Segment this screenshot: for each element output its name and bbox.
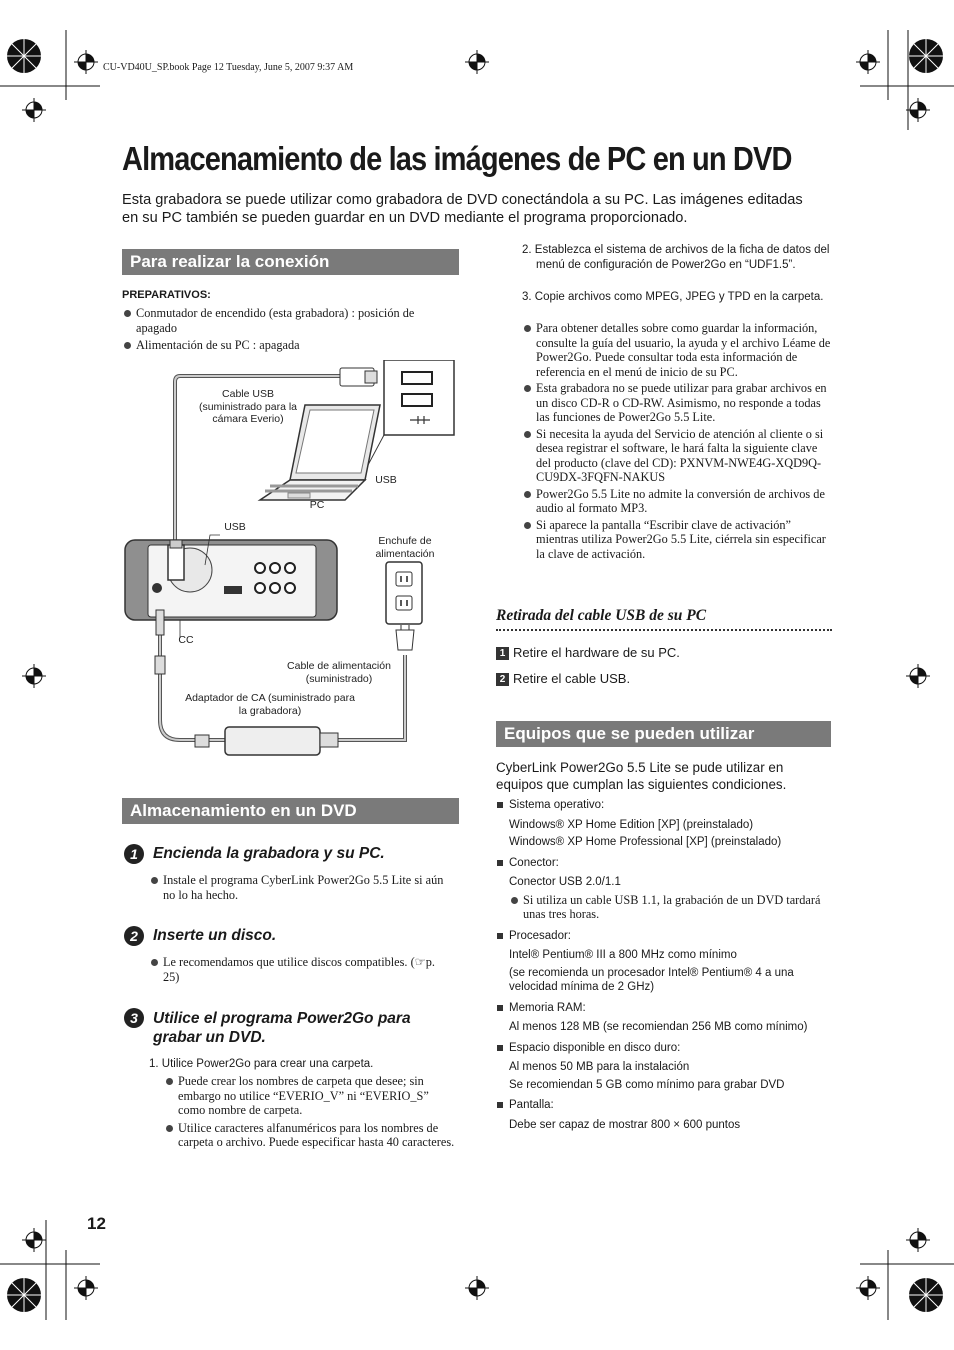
step-3-notes xyxy=(164,1074,456,1150)
label-usb-cable: Cable USB (suministrado para la cámara Everio) xyxy=(198,388,298,425)
removal-step-text: Retire el hardware de su PC. xyxy=(513,645,680,660)
step-1-notes xyxy=(149,873,454,902)
req-label-cpu: Procesador: xyxy=(496,929,832,944)
step-note: Instale el programa CyberLink Power2Go 5.5 Lite si aún no lo ha hecho. xyxy=(149,873,454,902)
removal-step-number: 2 xyxy=(496,673,509,686)
removal-step-number: 1 xyxy=(496,647,509,660)
section-heading-connection: Para realizar la conexión xyxy=(122,249,459,275)
step-number-1: 1 xyxy=(124,844,144,864)
req-value: Windows® XP Home Edition [XP] (preinstalado) xyxy=(509,818,754,831)
right-bullet: Esta grabadora no se puede utilizar para grabar archivos en un disco CD-R o CD-RW. Asimismo, no responde a todas las funciones de Power2Go 5.5 Lite. xyxy=(522,381,834,425)
label-usb-device: USB xyxy=(224,521,246,533)
removal-step-2 xyxy=(496,671,630,686)
section-heading-dvd: Almacenamiento en un DVD xyxy=(122,798,459,824)
label-usb-pc: USB xyxy=(375,474,397,486)
req-label-connector: Conector: xyxy=(496,856,832,871)
requirements-list xyxy=(496,798,832,1132)
label-outlet: Enchufe de alimentación xyxy=(375,535,435,560)
step-number-2: 2 xyxy=(124,926,144,946)
prep-list xyxy=(122,306,457,353)
prep-label: PREPARATIVOS: xyxy=(122,289,211,301)
page-number: 12 xyxy=(87,1214,106,1233)
step-title-1: Encienda la grabadora y su PC. xyxy=(153,845,385,862)
prep-item: Alimentación de su PC : apagada xyxy=(122,338,457,353)
req-value: Se recomiendan 5 GB como mínimo para grabar DVD xyxy=(509,1078,785,1091)
req-note: Si utiliza un cable USB 1.1, la grabación de un DVD tardará unas tres horas. xyxy=(509,893,832,922)
req-value: Windows® XP Home Professional [XP] (preinstalado) xyxy=(509,836,782,848)
section-heading-equipment: Equipos que se pueden utilizar xyxy=(496,721,831,747)
label-power-cable: Cable de alimentación (suministrado) xyxy=(287,660,391,685)
right-bullet: Si aparece la pantalla “Escribir clave de activación” mientras utiliza Power2Go 5.5 Lite, ciérrela sin especificar la clave de activación. xyxy=(522,518,834,562)
removal-step-text: Retire el cable USB. xyxy=(513,671,631,686)
right-bullet: Power2Go 5.5 Lite no admite la conversión de archivos de audio al formato MP3. xyxy=(522,487,834,516)
step-3-sub: 1. Utilice Power2Go para crear una carpeta. xyxy=(149,1058,374,1070)
book-header: CU-VD40U_SP.book Page 12 Tuesday, June 5, 2007 9:37 AM xyxy=(103,62,354,73)
req-value: Intel® Pentium® III a 800 MHz como mínimo xyxy=(509,949,737,961)
req-value: Al menos 128 MB (se recomiendan 256 MB como mínimo) xyxy=(509,1021,808,1033)
step-title-3: Utilice el programa Power2Go para grabar un DVD. xyxy=(153,1010,411,1046)
equipment-intro: CyberLink Power2Go 5.5 Lite se pude utilizar en equipos que cumplan las siguientes condiciones. xyxy=(496,760,787,792)
label-pc: PC xyxy=(309,499,325,511)
step-2-notes xyxy=(149,955,454,984)
step-note: Puede crear los nombres de carpeta que desee; sin embargo no utilice “EVERIO_V” ni “EVERIO_S” como nombre de carpeta. xyxy=(164,1074,456,1118)
step-number-3: 3 xyxy=(124,1008,144,1028)
req-label-screen: Pantalla: xyxy=(496,1098,832,1113)
req-label-disk: Espacio disponible en disco duro: xyxy=(496,1041,832,1056)
req-label-ram: Memoria RAM: xyxy=(496,1001,832,1016)
step-note: Utilice caracteres alfanuméricos para los nombres de carpeta o archivo. Puede especificar hasta 40 caracteres. xyxy=(164,1121,456,1150)
removal-step-1 xyxy=(496,645,680,660)
numbered-step-3: 3. Copie archivos como MPEG, JPEG y TPD en la carpeta. xyxy=(522,291,824,303)
right-bullet-list xyxy=(522,321,834,561)
req-value: Debe ser capaz de mostrar 800 × 600 puntos xyxy=(509,1118,741,1131)
removal-heading: Retirada del cable USB de su PC xyxy=(496,607,832,631)
numbered-step-2: 2. Establezca el sistema de archivos de la ficha de datos del menú de configuración de Power2Go en “UDF1.5”. xyxy=(522,244,830,271)
label-adapter: Adaptador de CA (suministrado para la grabadora) xyxy=(185,692,355,717)
req-label-os: Sistema operativo: xyxy=(496,798,832,813)
page-title: Almacenamiento de las imágenes de PC en un DVD xyxy=(122,140,792,177)
intro-paragraph: Esta grabadora se puede utilizar como grabadora de DVD conectándola a su PC. Las imágenes editadas en su PC también se pueden guardar en un DVD mediante el programa proporcionado. xyxy=(122,192,803,226)
right-bullet: Si necesita la ayuda del Servicio de atención al cliente o si desea registrar el software, le hará falta la siguiente clave del producto (clave del CD): PXNVM-NWE4G-XQD9Q-CU9DX-3FQFN-NAKUS xyxy=(522,427,834,485)
req-value: Al menos 50 MB para la instalación xyxy=(509,1061,690,1073)
step-note: Le recomendamos que utilice discos compatibles. (☞p. 25) xyxy=(149,955,454,984)
step-title-2: Inserte un disco. xyxy=(153,927,277,944)
prep-item: Conmutador de encendido (esta grabadora) : posición de apagado xyxy=(122,306,457,335)
right-bullet: Para obtener detalles sobre como guardar la información, consulte la guía del usuario, la ayuda y el archivo Léame de Power2Go. Puede consultar toda esta información de referencia en el menú de inicio de su PC. xyxy=(522,321,834,379)
label-cc: CC xyxy=(178,634,194,646)
req-value: (se recomienda un procesador Intel® Pentium® 4 a una velocidad mínima de 2 GHz) xyxy=(509,966,794,993)
req-value: Conector USB 2.0/1.1 xyxy=(509,876,621,888)
